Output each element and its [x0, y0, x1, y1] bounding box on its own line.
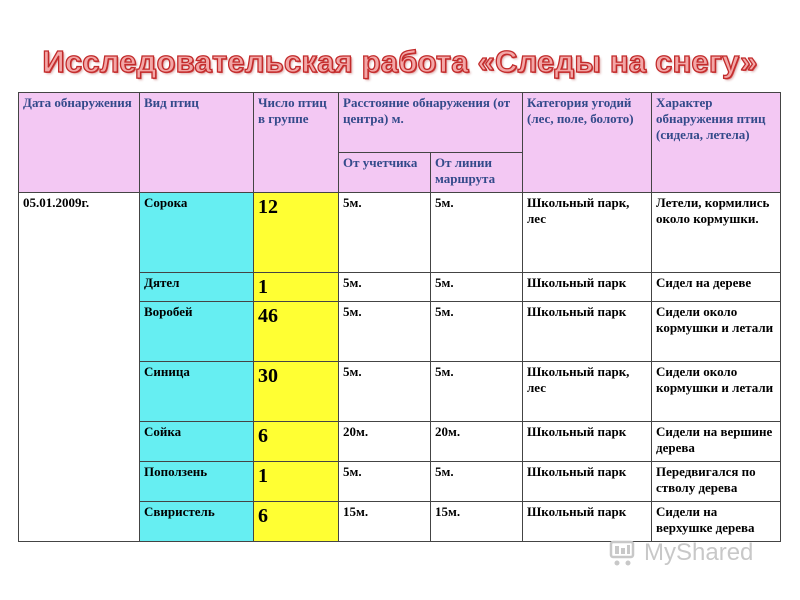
- character-cell: Сидели около кормушки и летали: [652, 302, 781, 362]
- character-cell: Летели, кормились около кормушки.: [652, 193, 781, 273]
- category-cell: Школьный парк, лес: [523, 193, 652, 273]
- count-cell: 30: [254, 362, 339, 422]
- character-cell: Сидели около кормушки и летали: [652, 362, 781, 422]
- category-cell: Школьный парк: [523, 462, 652, 502]
- distance-counter-cell: 5м.: [339, 193, 431, 273]
- count-cell: 6: [254, 422, 339, 462]
- count-cell: 1: [254, 462, 339, 502]
- character-cell: Сидел на дереве: [652, 273, 781, 302]
- bird-cell: Свиристель: [140, 502, 254, 542]
- header-distance: Расстояние обнаружения (от центра) м.: [339, 93, 523, 153]
- count-cell: 46: [254, 302, 339, 362]
- header-count: Число птиц в группе: [254, 93, 339, 193]
- character-cell: Сидели на верхушке дерева: [652, 502, 781, 542]
- distance-route-cell: 5м.: [431, 462, 523, 502]
- category-cell: Школьный парк: [523, 273, 652, 302]
- distance-route-cell: 5м.: [431, 302, 523, 362]
- bird-cell: Сойка: [140, 422, 254, 462]
- distance-route-cell: 15м.: [431, 502, 523, 542]
- count-cell: 12: [254, 193, 339, 273]
- distance-counter-cell: 5м.: [339, 362, 431, 422]
- bird-cell: Синица: [140, 362, 254, 422]
- bird-cell: Дятел: [140, 273, 254, 302]
- distance-counter-cell: 5м.: [339, 462, 431, 502]
- header-date: Дата обнаружения: [19, 93, 140, 193]
- header-distance-route: От линии маршрута: [431, 153, 523, 193]
- category-cell: Школьный парк: [523, 502, 652, 542]
- date-cell: 05.01.2009г.: [19, 193, 140, 542]
- distance-counter-cell: 5м.: [339, 302, 431, 362]
- distance-route-cell: 20м.: [431, 422, 523, 462]
- bird-cell: Сорока: [140, 193, 254, 273]
- bird-cell: Поползень: [140, 462, 254, 502]
- header-distance-counter: От учетчика: [339, 153, 431, 193]
- header-character: Характер обнаружения птиц (сидела, летела): [652, 93, 781, 193]
- page-title: Исследовательская работа «Следы на снегу»: [42, 44, 758, 79]
- watermark-text: MyShared: [644, 539, 754, 566]
- category-cell: Школьный парк: [523, 422, 652, 462]
- cart-icon: [608, 538, 638, 568]
- watermark-logo: [608, 538, 753, 568]
- table-row: [19, 193, 781, 273]
- header-category: Категория угодий (лес, поле, болото): [523, 93, 652, 193]
- header-row: [19, 93, 781, 153]
- category-cell: Школьный парк, лес: [523, 362, 652, 422]
- count-cell: 1: [254, 273, 339, 302]
- category-cell: Школьный парк: [523, 302, 652, 362]
- distance-route-cell: 5м.: [431, 273, 523, 302]
- header-species: Вид птиц: [140, 93, 254, 193]
- bird-cell: Воробей: [140, 302, 254, 362]
- character-cell: Сидели на вершине дерева: [652, 422, 781, 462]
- observation-table: [18, 92, 781, 542]
- count-cell: 6: [254, 502, 339, 542]
- character-cell: Передвигался по стволу дерева: [652, 462, 781, 502]
- distance-route-cell: 5м.: [431, 193, 523, 273]
- distance-counter-cell: 15м.: [339, 502, 431, 542]
- distance-counter-cell: 5м.: [339, 273, 431, 302]
- distance-route-cell: 5м.: [431, 362, 523, 422]
- distance-counter-cell: 20м.: [339, 422, 431, 462]
